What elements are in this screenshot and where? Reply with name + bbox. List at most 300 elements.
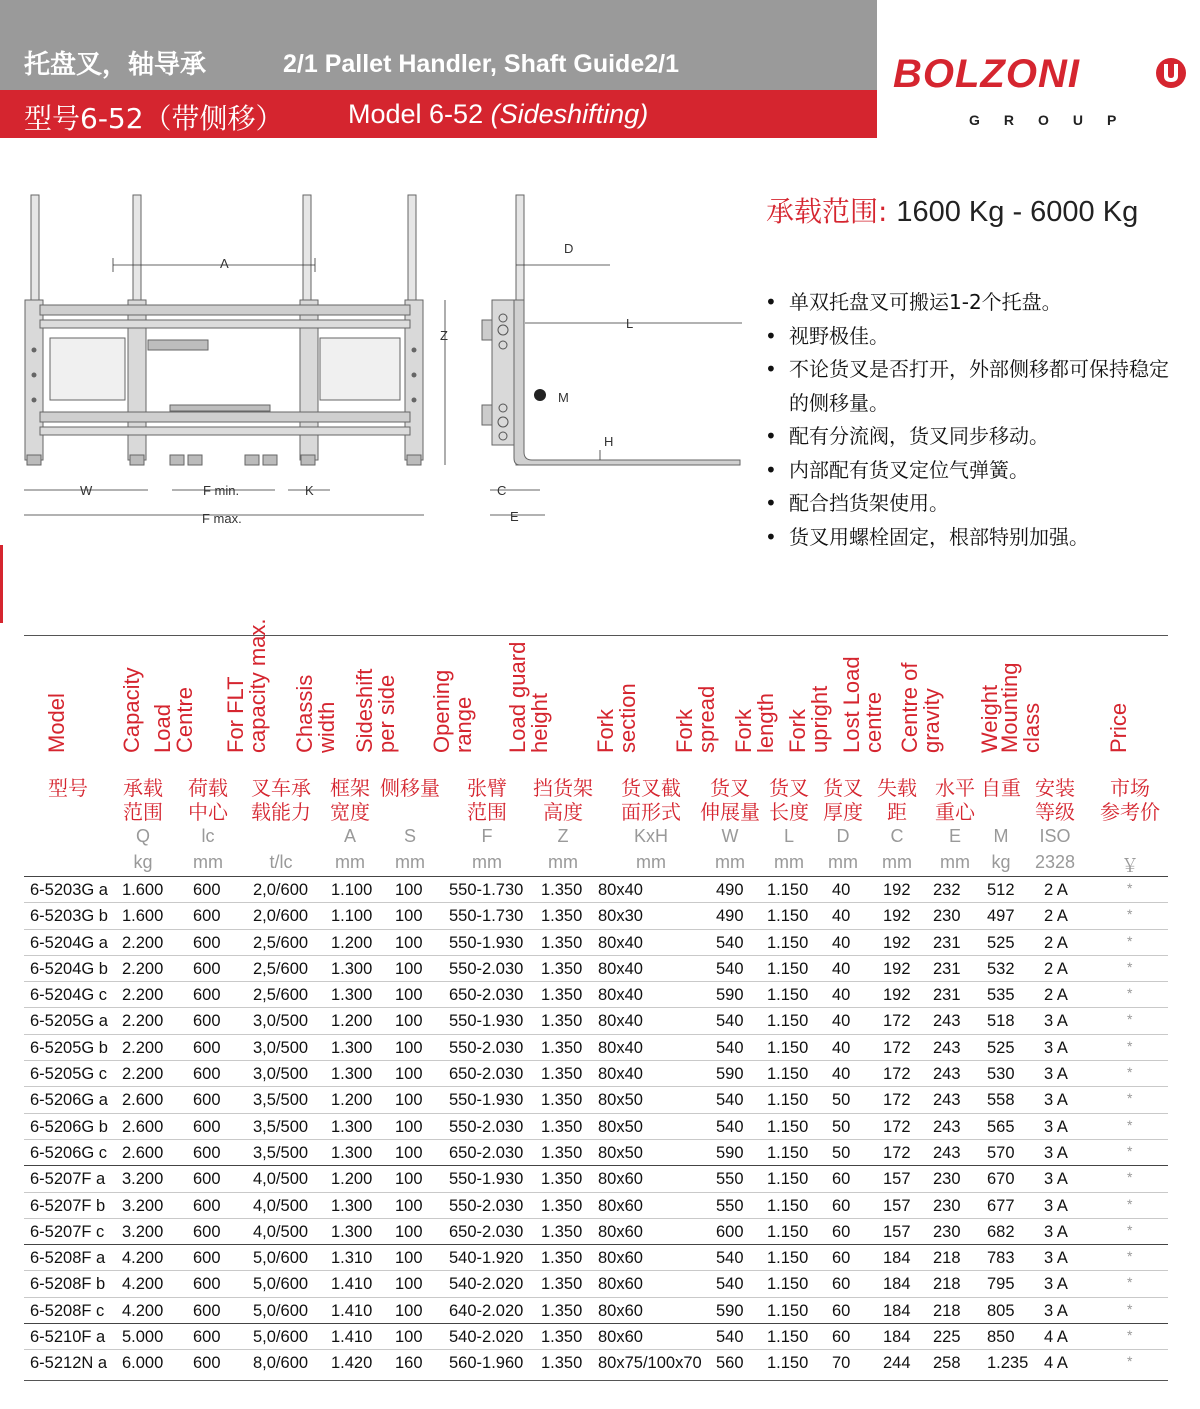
table-cell: 2.200 bbox=[122, 1038, 164, 1057]
table-cell: 3 A bbox=[1044, 1275, 1068, 1294]
table-cell: 60 bbox=[832, 1196, 851, 1215]
column-header-zh: 承载 范围 bbox=[123, 776, 163, 824]
column-unit: kg bbox=[991, 852, 1011, 872]
table-cell: 540 bbox=[716, 1012, 744, 1031]
table-cell: 550-2.030 bbox=[449, 1038, 524, 1057]
table-cell: 80x40 bbox=[598, 881, 643, 899]
table-cell: 650-2.030 bbox=[449, 1143, 524, 1162]
table-cell: 560-1.960 bbox=[449, 1354, 524, 1373]
table-cell: 6-5206G a bbox=[30, 1091, 108, 1110]
table-cell: 243 bbox=[933, 1091, 961, 1110]
column-header-en-text: Opening range bbox=[429, 669, 476, 753]
table-cell: 2 A bbox=[1044, 959, 1068, 978]
table-cell: 600 bbox=[193, 1222, 221, 1241]
table-cell: 590 bbox=[716, 1143, 744, 1162]
table-cell: 1.150 bbox=[767, 1038, 809, 1057]
table-cell: 540 bbox=[716, 1091, 744, 1110]
column-unit: mm bbox=[940, 852, 970, 872]
column-header-zh: 货叉 厚度 bbox=[823, 776, 863, 824]
table-cell: 80x40 bbox=[598, 1012, 643, 1031]
table-cell: 1.350 bbox=[541, 933, 583, 952]
column-symbol: D bbox=[836, 826, 850, 846]
table-cell: 40 bbox=[832, 907, 851, 926]
column-header-en-text: Fork spread bbox=[672, 685, 719, 753]
table-cell: 532 bbox=[987, 959, 1015, 978]
column-header-en-text: Sideshift per side bbox=[352, 668, 399, 753]
table-cell: 6-5204G b bbox=[30, 959, 108, 978]
table-cell: * bbox=[1127, 958, 1133, 975]
model-en-prefix: Model 6-52 bbox=[348, 99, 484, 129]
table-cell: 490 bbox=[716, 881, 744, 899]
table-cell: 1.410 bbox=[331, 1328, 373, 1347]
table-cell: 600 bbox=[193, 1012, 221, 1031]
table-cell: 535 bbox=[987, 986, 1015, 1005]
table-cell: 540-2.020 bbox=[449, 1275, 524, 1294]
table-cell: 2.600 bbox=[122, 1091, 164, 1110]
table-cell: 184 bbox=[883, 1249, 911, 1268]
table-cell: 1.150 bbox=[767, 1012, 809, 1031]
table-cell: 1.350 bbox=[541, 1354, 583, 1373]
table-cell: 550-2.030 bbox=[449, 1196, 524, 1215]
table-cell: 80x60 bbox=[598, 1222, 643, 1241]
table-cell: 2,0/600 bbox=[253, 881, 309, 899]
table-cell: 600 bbox=[193, 933, 221, 952]
table-cell: 100 bbox=[395, 1222, 423, 1241]
table-cell: 600 bbox=[193, 1065, 221, 1084]
column-unit: mm bbox=[472, 852, 502, 872]
table-cell: 2,0/600 bbox=[253, 907, 309, 926]
table-cell: 80x30 bbox=[598, 907, 643, 926]
table-cell: 3 A bbox=[1044, 1170, 1068, 1189]
table-row bbox=[24, 1113, 1168, 1139]
table-cell: 184 bbox=[883, 1275, 911, 1294]
table-cell: 8,0/600 bbox=[253, 1354, 309, 1373]
table-cell: 540 bbox=[716, 1117, 744, 1136]
capacity-range-value: 1600 Kg - 6000 Kg bbox=[896, 196, 1139, 228]
table-cell: 172 bbox=[883, 1117, 911, 1136]
table-cell: 590 bbox=[716, 1065, 744, 1084]
table-cell: 1.350 bbox=[541, 1275, 583, 1294]
table-cell: 600 bbox=[193, 907, 221, 926]
column-header-zh: 框架 宽度 bbox=[330, 776, 370, 824]
table-cell: 3 A bbox=[1044, 1012, 1068, 1031]
table-cell: 1.200 bbox=[331, 1091, 373, 1110]
table-cell: 1.150 bbox=[767, 959, 809, 978]
table-cell: 100 bbox=[395, 1038, 423, 1057]
table-cell: 80x60 bbox=[598, 1328, 643, 1347]
table-cell: 1.300 bbox=[331, 1065, 373, 1084]
table-cell: * bbox=[1127, 1037, 1133, 1054]
table-cell: 550 bbox=[716, 1170, 744, 1189]
column-symbol: ISO bbox=[1039, 826, 1071, 846]
table-row bbox=[24, 1139, 1168, 1165]
table-cell: 2.600 bbox=[122, 1143, 164, 1162]
column-header-en-text: Capacity bbox=[119, 667, 144, 753]
table-cell: 4.200 bbox=[122, 1301, 164, 1320]
column-header-en-text: Chassis width bbox=[292, 674, 339, 753]
table-cell: 40 bbox=[832, 881, 851, 899]
table-cell: 1.150 bbox=[767, 907, 809, 926]
table-cell: 530 bbox=[987, 1065, 1015, 1084]
feature-item: • 单双托盘叉可搬运1-2个托盘。 bbox=[765, 286, 1185, 320]
table-cell: 184 bbox=[883, 1328, 911, 1347]
table-cell: 1.150 bbox=[767, 1275, 809, 1294]
column-header-zh: 挡货架 高度 bbox=[533, 776, 593, 824]
table-cell: 100 bbox=[395, 1249, 423, 1268]
table-cell: 2.200 bbox=[122, 933, 164, 952]
table-bottom-rule bbox=[24, 1380, 1168, 1381]
title-en: 2/1 Pallet Handler, Shaft Guide2/1 bbox=[283, 50, 679, 78]
table-cell: 60 bbox=[832, 1249, 851, 1268]
table-cell: 231 bbox=[933, 959, 961, 978]
table-cell: 1.300 bbox=[331, 959, 373, 978]
table-cell: 2,5/600 bbox=[253, 933, 309, 952]
column-unit: mm bbox=[395, 852, 425, 872]
table-cell: 1.350 bbox=[541, 907, 583, 926]
table-cell: 1.150 bbox=[767, 986, 809, 1005]
dim-fmax-label: F max. bbox=[202, 511, 242, 526]
table-cell: 1.100 bbox=[331, 881, 373, 899]
table-cell: 6-5205G a bbox=[30, 1012, 108, 1031]
table-cell: 550-2.030 bbox=[449, 1117, 524, 1136]
dim-fmin-label: F min. bbox=[203, 483, 240, 498]
table-row bbox=[24, 1218, 1168, 1244]
table-cell: 100 bbox=[395, 1117, 423, 1136]
column-unit: t/lc bbox=[269, 852, 293, 872]
table-cell: 2.600 bbox=[122, 1117, 164, 1136]
dim-d-label: D bbox=[564, 241, 574, 256]
side-accent-bar bbox=[0, 545, 3, 623]
table-cell: 2,5/600 bbox=[253, 986, 309, 1005]
table-cell: 80x40 bbox=[598, 986, 643, 1005]
table-cell: * bbox=[1127, 1116, 1133, 1133]
table-cell: 3,5/500 bbox=[253, 1143, 309, 1162]
table-cell: 192 bbox=[883, 881, 911, 899]
table-cell: 60 bbox=[832, 1170, 851, 1189]
table-cell: 2 A bbox=[1044, 907, 1068, 926]
table-cell: 1.300 bbox=[331, 1038, 373, 1057]
table-cell: 80x40 bbox=[598, 1038, 643, 1057]
column-header-en-text: Fork length bbox=[731, 693, 778, 753]
table-cell: 157 bbox=[883, 1222, 911, 1241]
column-symbol: M bbox=[993, 826, 1009, 846]
table-cell: 3 A bbox=[1044, 1143, 1068, 1162]
table-cell: 550-1.930 bbox=[449, 933, 524, 952]
column-symbol: A bbox=[343, 826, 356, 846]
column-header-en bbox=[150, 643, 226, 753]
dim-k-label: K bbox=[305, 483, 314, 498]
table-cell: 1.150 bbox=[767, 1091, 809, 1110]
table-cell: 600 bbox=[193, 986, 221, 1005]
table-row bbox=[24, 876, 1168, 902]
table-cell: 550-1.930 bbox=[449, 1012, 524, 1031]
table-row bbox=[24, 902, 1168, 928]
table-cell: 795 bbox=[987, 1275, 1015, 1294]
table-cell: 172 bbox=[883, 1091, 911, 1110]
table-cell: 225 bbox=[933, 1328, 961, 1347]
table-cell: 3,5/500 bbox=[253, 1091, 309, 1110]
table-row bbox=[24, 1270, 1168, 1296]
table-cell: 258 bbox=[933, 1354, 961, 1373]
table-cell: 100 bbox=[395, 1012, 423, 1031]
table-cell: 540 bbox=[716, 959, 744, 978]
table-cell: 40 bbox=[832, 1038, 851, 1057]
table-cell: 50 bbox=[832, 1143, 851, 1162]
column-unit: mm bbox=[774, 852, 804, 872]
column-symbol: Q bbox=[135, 826, 150, 846]
table-cell: 677 bbox=[987, 1196, 1015, 1215]
table-cell: 1.150 bbox=[767, 1065, 809, 1084]
dim-h-label: H bbox=[604, 434, 614, 449]
dim-c-label: C bbox=[497, 483, 507, 498]
table-cell: 1.350 bbox=[541, 959, 583, 978]
table-cell: * bbox=[1127, 985, 1133, 1002]
table-cell: 80x60 bbox=[598, 1196, 643, 1215]
column-symbol: Z bbox=[557, 826, 569, 846]
column-symbol: KxH bbox=[633, 826, 668, 846]
table-cell: 100 bbox=[395, 1196, 423, 1215]
column-symbol: C bbox=[890, 826, 904, 846]
table-cell: 1.350 bbox=[541, 1301, 583, 1320]
model-zh: 型号6-52（带侧移） bbox=[24, 102, 284, 135]
column-unit: mm bbox=[548, 852, 578, 872]
table-cell: 1.200 bbox=[331, 1170, 373, 1189]
table-cell: * bbox=[1127, 1248, 1133, 1265]
table-cell: 525 bbox=[987, 1038, 1015, 1057]
table-cell: 243 bbox=[933, 1012, 961, 1031]
table-cell: 560 bbox=[716, 1354, 744, 1373]
table-cell: 540-1.920 bbox=[449, 1249, 524, 1268]
column-header-zh: 水平 重心 bbox=[935, 776, 975, 824]
table-cell: 6-5206G c bbox=[30, 1143, 108, 1162]
table-cell: 682 bbox=[987, 1222, 1015, 1241]
column-unit: ￥ bbox=[1121, 856, 1139, 876]
column-header-en-text: Fork upright bbox=[785, 685, 832, 753]
table-cell: 1.300 bbox=[331, 1222, 373, 1241]
column-header-en-text: Load Centre bbox=[150, 686, 197, 753]
table-cell: 40 bbox=[832, 933, 851, 952]
column-unit: mm bbox=[335, 852, 365, 872]
column-header-zh: 侧移量 bbox=[380, 776, 440, 800]
table-cell: * bbox=[1127, 1327, 1133, 1344]
table-cell: 600 bbox=[716, 1222, 744, 1241]
column-header-en-text: Centre of gravity bbox=[897, 662, 944, 753]
table-cell: 600 bbox=[193, 1328, 221, 1347]
table-cell: 40 bbox=[832, 986, 851, 1005]
table-cell: 1.350 bbox=[541, 1170, 583, 1189]
table-cell: 1.410 bbox=[331, 1275, 373, 1294]
table-cell: 1.350 bbox=[541, 1065, 583, 1084]
table-cell: 570 bbox=[987, 1143, 1015, 1162]
logo-brand: BOLZONI bbox=[893, 52, 1080, 96]
table-cell: 5,0/600 bbox=[253, 1301, 309, 1320]
table-cell: 80x60 bbox=[598, 1301, 643, 1320]
column-header-en-text: Model bbox=[44, 693, 69, 753]
table-top-rule bbox=[24, 635, 1168, 636]
table-cell: 1.350 bbox=[541, 1012, 583, 1031]
table-row bbox=[24, 1086, 1168, 1112]
table-cell: 600 bbox=[193, 1354, 221, 1373]
table-cell: 650-2.030 bbox=[449, 986, 524, 1005]
table-cell: 590 bbox=[716, 1301, 744, 1320]
table-cell: 4 A bbox=[1044, 1354, 1068, 1373]
table-cell: 3 A bbox=[1044, 1038, 1068, 1057]
table-cell: * bbox=[1127, 1195, 1133, 1212]
table-cell: 1.100 bbox=[331, 907, 373, 926]
table-row bbox=[24, 929, 1168, 955]
table-cell: 1.200 bbox=[331, 933, 373, 952]
table-cell: 100 bbox=[395, 933, 423, 952]
column-unit: mm bbox=[715, 852, 745, 872]
table-cell: 3,0/500 bbox=[253, 1012, 309, 1031]
table-cell: 4.200 bbox=[122, 1249, 164, 1268]
table-cell: * bbox=[1127, 1011, 1133, 1028]
dim-e-label: E bbox=[510, 509, 519, 524]
table-cell: 1.300 bbox=[331, 1196, 373, 1215]
table-cell: 783 bbox=[987, 1249, 1015, 1268]
table-cell: 490 bbox=[716, 907, 744, 926]
table-cell: 244 bbox=[883, 1354, 911, 1373]
column-header-en bbox=[22, 643, 86, 753]
table-row bbox=[24, 1034, 1168, 1060]
table-cell: 540 bbox=[716, 933, 744, 952]
column-header-zh: 货叉 伸展量 bbox=[700, 776, 760, 824]
table-cell: 1.200 bbox=[331, 1012, 373, 1031]
table-cell: 1.150 bbox=[767, 1354, 809, 1373]
dim-z-label: Z bbox=[440, 328, 448, 343]
table-cell: 1.150 bbox=[767, 1170, 809, 1189]
table-row bbox=[24, 1007, 1168, 1033]
table-cell: 650-2.030 bbox=[449, 1065, 524, 1084]
logo-fork-mark-icon bbox=[1154, 56, 1188, 90]
table-cell: 218 bbox=[933, 1301, 961, 1320]
table-cell: 3,0/500 bbox=[253, 1038, 309, 1057]
header-model-bar bbox=[0, 90, 877, 138]
table-cell: 60 bbox=[832, 1328, 851, 1347]
table-cell: 1.350 bbox=[541, 1038, 583, 1057]
column-header-en bbox=[505, 641, 581, 753]
model-en bbox=[348, 99, 648, 130]
column-header-en bbox=[1084, 643, 1148, 753]
table-cell: 1.410 bbox=[331, 1301, 373, 1320]
table-cell: 670 bbox=[987, 1170, 1015, 1189]
table-row bbox=[24, 1060, 1168, 1086]
column-unit: mm bbox=[828, 852, 858, 872]
table-cell: 184 bbox=[883, 1301, 911, 1320]
table-cell: 2 A bbox=[1044, 881, 1068, 899]
table-cell: * bbox=[1127, 1090, 1133, 1107]
table-cell: 6-5208F c bbox=[30, 1301, 105, 1320]
table-cell: 3 A bbox=[1044, 1091, 1068, 1110]
table-cell: 80x50 bbox=[598, 1143, 643, 1162]
table-cell: * bbox=[1127, 1353, 1133, 1370]
table-cell: 4,0/500 bbox=[253, 1170, 309, 1189]
table-cell: 3 A bbox=[1044, 1249, 1068, 1268]
table-cell: 3 A bbox=[1044, 1065, 1068, 1084]
column-header-en-text: Fork section bbox=[593, 683, 640, 753]
table-cell: 192 bbox=[883, 959, 911, 978]
table-cell: 1.150 bbox=[767, 933, 809, 952]
table-cell: 6-5207F c bbox=[30, 1222, 105, 1241]
table-cell: 172 bbox=[883, 1065, 911, 1084]
column-symbol: W bbox=[721, 826, 739, 846]
table-cell: 6-5210F a bbox=[30, 1328, 106, 1347]
column-header-zh: 荷载 中心 bbox=[188, 776, 228, 824]
model-en-suffix: (Sideshifting) bbox=[490, 99, 649, 129]
table-cell: 540 bbox=[716, 1038, 744, 1057]
column-symbol: S bbox=[403, 826, 416, 846]
table-cell: 218 bbox=[933, 1275, 961, 1294]
table-cell: 4,0/500 bbox=[253, 1196, 309, 1215]
table-cell: 6-5208F b bbox=[30, 1275, 106, 1294]
table-cell: 3.200 bbox=[122, 1196, 164, 1215]
table-cell: 6-5208F a bbox=[30, 1249, 106, 1268]
table-cell: 6-5203G a bbox=[30, 881, 108, 899]
table-cell: 6-5205G c bbox=[30, 1065, 108, 1084]
table-cell: 100 bbox=[395, 881, 423, 899]
table-cell: 100 bbox=[395, 1065, 423, 1084]
column-header-zh: 自重 bbox=[981, 776, 1021, 800]
table-cell: 600 bbox=[193, 1143, 221, 1162]
table-cell: 1.350 bbox=[541, 881, 583, 899]
header-title-bar bbox=[0, 0, 877, 90]
dim-w-label: W bbox=[80, 483, 93, 498]
table-cell: * bbox=[1127, 906, 1133, 923]
table-cell: 1.420 bbox=[331, 1354, 373, 1373]
column-header-en bbox=[997, 643, 1073, 753]
table-cell: 1.350 bbox=[541, 1249, 583, 1268]
table-cell: 100 bbox=[395, 1275, 423, 1294]
column-unit: mm bbox=[636, 852, 666, 872]
table-cell: 100 bbox=[395, 986, 423, 1005]
table-cell: 1.600 bbox=[122, 907, 164, 926]
table-cell: * bbox=[1127, 1169, 1133, 1186]
column-unit: mm bbox=[193, 852, 223, 872]
dim-l-label: L bbox=[626, 316, 634, 331]
table-cell: 600 bbox=[193, 1117, 221, 1136]
table-cell: 6-5204G c bbox=[30, 986, 108, 1005]
table-cell: * bbox=[1127, 932, 1133, 949]
table-cell: 243 bbox=[933, 1038, 961, 1057]
table-cell: 192 bbox=[883, 986, 911, 1005]
table-row bbox=[24, 955, 1168, 981]
capacity-range-label: 承载范围: bbox=[766, 195, 888, 228]
table-cell: 70 bbox=[832, 1354, 851, 1373]
feature-item: • 货叉用螺栓固定，根部特别加强。 bbox=[765, 521, 1185, 555]
table-cell: 1.300 bbox=[331, 1117, 373, 1136]
column-header-en bbox=[223, 618, 299, 753]
column-header-zh: 市场 参考价 bbox=[1100, 776, 1160, 824]
table-cell: 4 A bbox=[1044, 1328, 1068, 1347]
feature-item: • 不论货叉是否打开，外部侧移都可保持稳定的侧移量。 bbox=[765, 353, 1185, 420]
table-cell: * bbox=[1127, 1142, 1133, 1159]
column-header-en-text: Load guard height bbox=[505, 641, 552, 753]
table-cell: 2,5/600 bbox=[253, 959, 309, 978]
table-cell: 230 bbox=[933, 907, 961, 926]
table-cell: 2 A bbox=[1044, 933, 1068, 952]
table-cell: 80x40 bbox=[598, 1065, 643, 1084]
column-header-en bbox=[352, 643, 428, 753]
table-cell: 157 bbox=[883, 1170, 911, 1189]
table-cell: 525 bbox=[987, 933, 1015, 952]
table-cell: * bbox=[1127, 1064, 1133, 1081]
table-cell: 243 bbox=[933, 1143, 961, 1162]
table-cell: 1.150 bbox=[767, 1196, 809, 1215]
column-symbol: lc bbox=[201, 826, 215, 846]
table-cell: 600 bbox=[193, 1091, 221, 1110]
column-header-en bbox=[593, 643, 669, 753]
table-cell: 1.150 bbox=[767, 1143, 809, 1162]
